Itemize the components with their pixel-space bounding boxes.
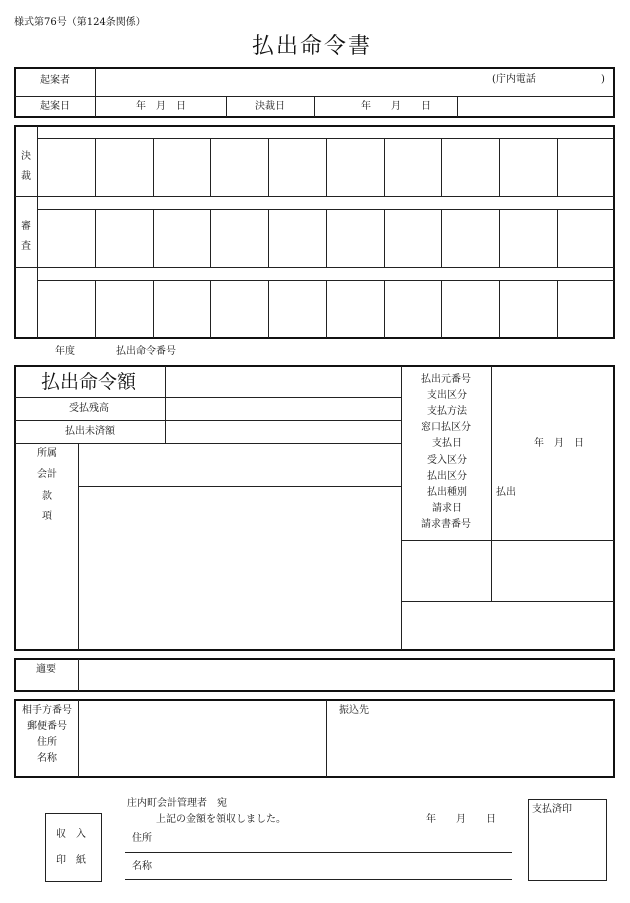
right-label: 支出区分 xyxy=(427,390,467,401)
amount-field[interactable] xyxy=(166,366,401,397)
drafter-label: 起案者 xyxy=(40,75,70,86)
fiscal-year-label: 年度 xyxy=(55,346,75,357)
revenue-stamp-box xyxy=(45,813,102,882)
right-label: 窓口払区分 xyxy=(421,422,471,433)
payout-kind-value: 払出 xyxy=(496,487,516,498)
kou-label: 項 xyxy=(42,511,52,522)
approval-seal-cell-divider xyxy=(499,281,500,338)
approval-seal-cell-divider xyxy=(557,281,558,338)
header-cell-divider xyxy=(314,96,315,117)
draft-date-field[interactable]: 年 月 日 xyxy=(136,101,186,112)
approval-seal-cell-divider xyxy=(95,281,96,338)
counterparty-divider xyxy=(78,700,79,777)
receipt-address-line xyxy=(125,852,512,853)
approval-seal-cell-divider xyxy=(441,281,442,338)
addressee: 庄内町会計管理者 宛 xyxy=(127,798,227,809)
approval-seal-cell-divider xyxy=(326,281,327,338)
approval-seal-cell-divider xyxy=(153,139,154,196)
order-line xyxy=(15,443,401,444)
phone-label: (庁内電話 xyxy=(492,74,536,85)
approval-seal-cell-divider xyxy=(384,281,385,338)
right-label: 受入区分 xyxy=(427,455,467,466)
approval-line xyxy=(15,267,614,268)
counterparty-label: 郵便番号 xyxy=(27,721,67,732)
counterparty-label: 住所 xyxy=(37,737,57,748)
approval-seal-cell-divider xyxy=(95,139,96,196)
approval-table xyxy=(14,125,615,339)
approval-label-column xyxy=(37,126,38,338)
revenue-stamp-label: 収 入 xyxy=(56,829,86,840)
department-label: 所属 xyxy=(37,448,57,459)
paid-stamp-label: 支払済印 xyxy=(532,804,572,815)
accounting-label: 会計 xyxy=(37,469,57,480)
right-label: 支払方法 xyxy=(427,406,467,417)
transfer-divider xyxy=(326,700,327,777)
header-cell-divider xyxy=(226,96,227,117)
approval-seal-cell-divider xyxy=(210,139,211,196)
order-line xyxy=(15,397,401,398)
counterparty-label: 相手方番号 xyxy=(22,705,72,716)
approval-seal-cell-divider xyxy=(499,210,500,267)
summary-label: 適要 xyxy=(36,664,56,675)
revenue-stamp-label: 印 紙 xyxy=(56,855,86,866)
right-label: 払出元番号 xyxy=(421,374,471,385)
receipt-name-line xyxy=(125,879,512,880)
order-line xyxy=(15,420,401,421)
order-right-divider xyxy=(401,366,402,650)
decision-date-label: 決裁日 xyxy=(255,101,285,112)
right-label: 請求書番号 xyxy=(421,519,471,530)
kan-label: 款 xyxy=(42,491,52,502)
receipt-statement: 上記の金額を領収しました。 xyxy=(156,814,286,825)
approval-seal-cell-divider xyxy=(153,281,154,338)
receipt-date-field[interactable]: 年 月 日 xyxy=(426,814,496,825)
approval-seal-cell-divider xyxy=(557,210,558,267)
order-line xyxy=(402,540,614,541)
amount-label: 払出命令額 xyxy=(41,371,137,393)
page-title: 払出命令書 xyxy=(252,34,373,59)
approval-seal-cell-divider xyxy=(268,281,269,338)
decision-date-field[interactable]: 年 月 日 xyxy=(361,101,431,112)
receipt-address-label: 住所 xyxy=(132,833,152,844)
unpaid-amount-label: 払出未済額 xyxy=(65,426,115,437)
right-label: 払出種別 xyxy=(427,487,467,498)
counterparty-table xyxy=(14,699,615,778)
approval-seal-cell-divider xyxy=(210,210,211,267)
phone-close: ) xyxy=(601,74,605,85)
approval-seal-cell-divider xyxy=(268,139,269,196)
order-line xyxy=(402,601,614,602)
order-number-label: 払出命令番号 xyxy=(116,346,176,357)
counterparty-label: 名称 xyxy=(37,753,57,764)
approval-seal-cell-divider xyxy=(326,210,327,267)
approval-seal-cell-divider xyxy=(499,139,500,196)
order-right-inner-divider xyxy=(491,366,492,601)
approval-seal-cell-divider xyxy=(441,210,442,267)
draft-date-label: 起案日 xyxy=(40,101,70,112)
summary-field[interactable] xyxy=(79,659,614,691)
balance-received-label: 受払残高 xyxy=(69,403,109,414)
approval-seal-cell-divider xyxy=(557,139,558,196)
approval-seal-cell-divider xyxy=(210,281,211,338)
right-label: 請求日 xyxy=(432,503,462,514)
receipt-name-label: 名称 xyxy=(132,861,152,872)
decision-label: 決裁 xyxy=(21,151,31,182)
payment-date-field[interactable]: 年 月 日 xyxy=(534,438,584,449)
review-label: 審査 xyxy=(21,221,31,252)
approval-seal-cell-divider xyxy=(153,210,154,267)
approval-seal-cell-divider xyxy=(441,139,442,196)
approval-seal-cell-divider xyxy=(384,139,385,196)
approval-seal-cell-divider xyxy=(384,210,385,267)
approval-seal-cell-divider xyxy=(95,210,96,267)
header-cell-divider xyxy=(457,96,458,117)
account-label-divider xyxy=(78,443,79,650)
approval-seal-cell-divider xyxy=(326,139,327,196)
form-number: 様式第76号（第124条関係） xyxy=(14,17,146,28)
right-label: 支払日 xyxy=(432,438,462,449)
transfer-label: 振込先 xyxy=(339,705,369,716)
approval-seal-cell-divider xyxy=(268,210,269,267)
approval-line xyxy=(15,196,614,197)
drafter-field[interactable] xyxy=(96,68,614,96)
right-label: 払出区分 xyxy=(427,471,467,482)
order-line xyxy=(79,486,401,487)
